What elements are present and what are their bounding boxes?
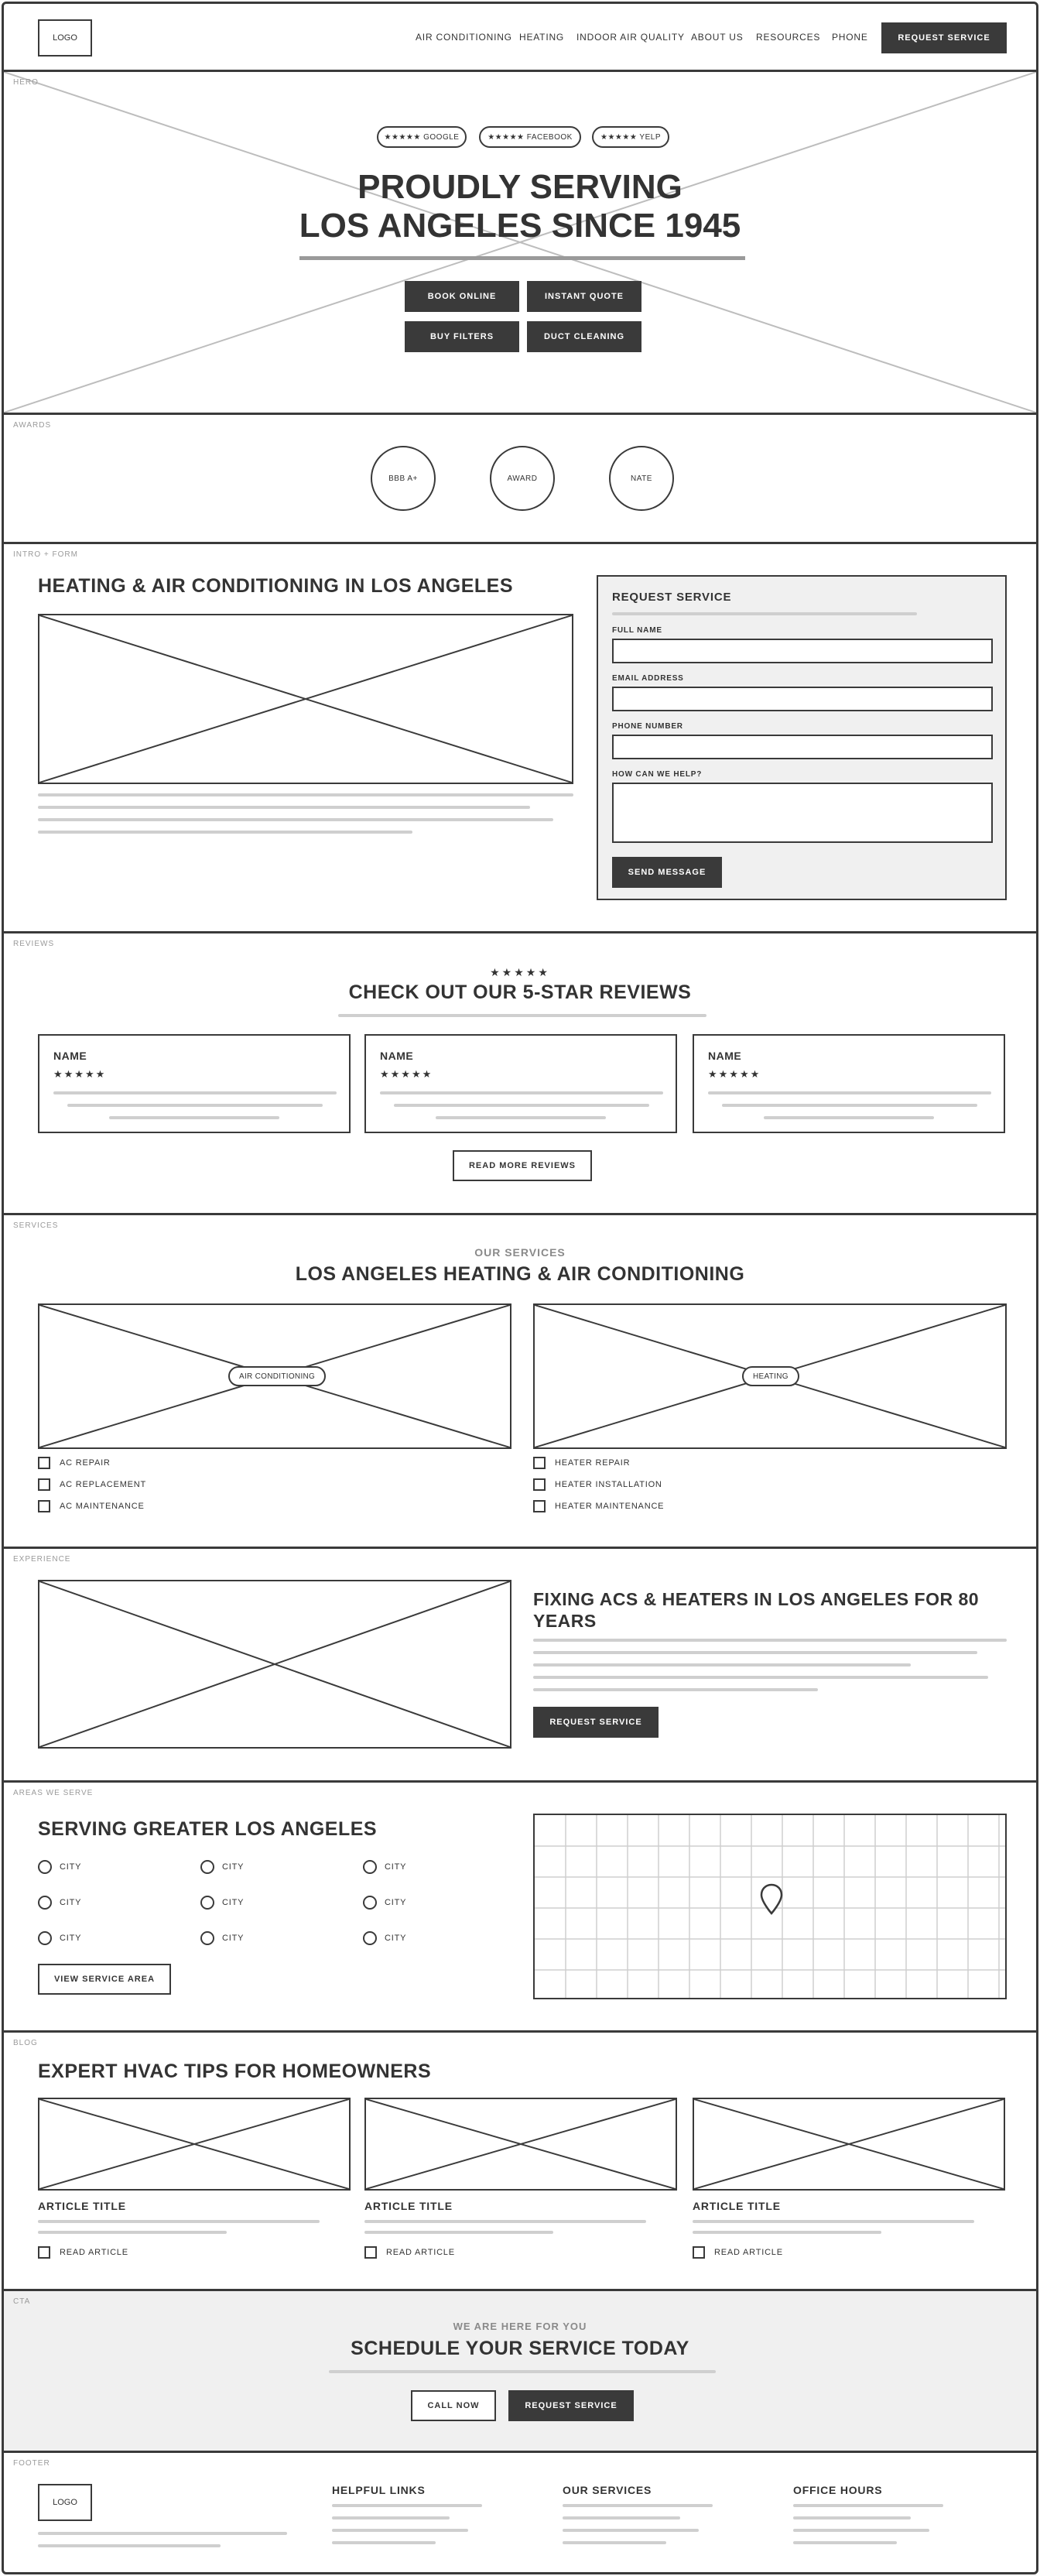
phone-input[interactable]	[612, 735, 993, 759]
review-text-line	[722, 1104, 977, 1107]
book-online-button[interactable]: BOOK ONLINE	[405, 281, 519, 312]
services-eyebrow: OUR SERVICES	[474, 1246, 566, 1259]
nav-resources[interactable]: RESOURCES	[756, 32, 821, 43]
send-message-button[interactable]: SEND MESSAGE	[612, 857, 722, 888]
city-label[interactable]: CITY	[222, 1898, 245, 1907]
footer-logo[interactable]	[38, 2484, 92, 2521]
areas-section	[4, 1783, 1036, 2033]
hero-section-label: HERO	[13, 78, 39, 87]
city-label[interactable]: CITY	[385, 1862, 407, 1872]
experience-text-line	[533, 1688, 818, 1691]
review-card	[38, 1034, 351, 1133]
reviews-heading: CHECK OUT OUR 5-STAR REVIEWS	[348, 981, 692, 1003]
city-label[interactable]: CITY	[222, 1862, 245, 1872]
email-label: EMAIL ADDRESS	[612, 674, 684, 683]
review-stars: ★★★★★	[708, 1068, 761, 1080]
city-label[interactable]: CITY	[385, 1934, 407, 1943]
award-generic: AWARD	[490, 446, 555, 511]
city-radio[interactable]	[38, 1860, 52, 1874]
read-article-link[interactable]: READ ARTICLE	[60, 2248, 128, 2257]
awards-section	[4, 415, 1036, 544]
reviewer-name: NAME	[708, 1050, 742, 1062]
reviews-section-label: REVIEWS	[13, 940, 55, 948]
cta-section-label: CTA	[13, 2297, 31, 2306]
city-label[interactable]: CITY	[385, 1898, 407, 1907]
experience-heading-underline	[533, 1639, 1007, 1642]
phone-label: PHONE NUMBER	[612, 722, 683, 731]
footer-office-hours-heading: OFFICE HOURS	[793, 2484, 883, 2496]
view-service-area-button[interactable]: VIEW SERVICE AREA	[38, 1964, 171, 1995]
wireframe-page	[2, 2, 1038, 2574]
services-section	[4, 1215, 1036, 1549]
article-title[interactable]: ARTICLE TITLE	[38, 2200, 126, 2212]
city-radio[interactable]	[38, 1931, 52, 1945]
award-bbb: BBB A+	[371, 446, 436, 511]
city-radio[interactable]	[200, 1931, 214, 1945]
review-text-line	[109, 1116, 279, 1119]
cta-eyebrow: WE ARE HERE FOR YOU	[453, 2321, 587, 2332]
ac-replacement-checkbox[interactable]	[38, 1478, 50, 1491]
experience-section	[4, 1549, 1036, 1783]
heater-installation-checkbox[interactable]	[533, 1478, 546, 1491]
ac-maintenance-checkbox[interactable]	[38, 1500, 50, 1512]
heating-service-image-placeholder	[533, 1303, 1007, 1449]
ac-repair-label[interactable]: AC REPAIR	[60, 1458, 111, 1468]
review-card	[364, 1034, 677, 1133]
areas-heading: SERVING GREATER LOS ANGELES	[38, 1818, 378, 1840]
areas-section-label: AREAS WE SERVE	[13, 1789, 94, 1797]
footer-hours-line	[793, 2529, 929, 2532]
blog-heading: EXPERT HVAC TIPS FOR HOMEOWNERS	[38, 2060, 432, 2082]
review-text-line	[436, 1116, 606, 1119]
experience-section-label: EXPERIENCE	[13, 1555, 71, 1564]
read-article-link[interactable]: READ ARTICLE	[386, 2248, 455, 2257]
help-label: HOW CAN WE HELP?	[612, 770, 703, 779]
reviewer-name: NAME	[53, 1050, 87, 1062]
service-area-map[interactable]	[533, 1814, 1007, 1999]
city-radio[interactable]	[363, 1931, 377, 1945]
footer-link[interactable]	[332, 2529, 468, 2532]
reviewer-name: NAME	[380, 1050, 414, 1062]
badge-google: ★★★★★ GOOGLE	[377, 126, 467, 148]
intro-text-line	[38, 818, 553, 821]
full-name-input[interactable]	[612, 639, 993, 663]
article-excerpt-line	[364, 2220, 646, 2223]
footer-link[interactable]	[563, 2504, 713, 2507]
heater-repair-label[interactable]: HEATER REPAIR	[555, 1458, 631, 1468]
hero-title-line-1: PROUDLY SERVING	[358, 168, 682, 206]
city-radio[interactable]	[200, 1860, 214, 1874]
review-text-line	[380, 1091, 663, 1094]
call-now-button[interactable]: CALL NOW	[411, 2390, 496, 2421]
heating-service-tag[interactable]: HEATING	[742, 1366, 799, 1386]
city-label[interactable]: CITY	[222, 1934, 245, 1943]
badge-facebook: ★★★★★ FACEBOOK	[479, 126, 581, 148]
intro-heading: HEATING & AIR CONDITIONING IN LOS ANGELES	[38, 575, 514, 597]
intro-section-label: INTRO + FORM	[13, 550, 78, 559]
article-title[interactable]: ARTICLE TITLE	[364, 2200, 453, 2212]
cta-request-service-button[interactable]: REQUEST SERVICE	[508, 2390, 634, 2421]
footer-helpful-links-heading: HELPFUL LINKS	[332, 2484, 426, 2496]
review-text-line	[67, 1104, 323, 1107]
footer-link[interactable]	[332, 2504, 482, 2507]
footer-hours-line	[793, 2541, 897, 2544]
footer-our-services-heading: OUR SERVICES	[563, 2484, 652, 2496]
form-title: REQUEST SERVICE	[612, 591, 732, 604]
heater-installation-label[interactable]: HEATER INSTALLATION	[555, 1480, 662, 1489]
footer-link[interactable]	[563, 2529, 699, 2532]
cta-heading-underline	[329, 2370, 716, 2373]
footer-hours-line	[793, 2516, 911, 2519]
buy-filters-button[interactable]: BUY FILTERS	[405, 321, 519, 352]
intro-text-line	[38, 793, 573, 796]
footer-link[interactable]	[563, 2541, 666, 2544]
hero-title-line-2: LOS ANGELES SINCE 1945	[299, 207, 741, 245]
blog-section	[4, 2033, 1036, 2291]
city-radio[interactable]	[200, 1896, 214, 1910]
nav-heating[interactable]: HEATING	[519, 32, 565, 43]
city-radio[interactable]	[38, 1896, 52, 1910]
city-radio[interactable]	[363, 1896, 377, 1910]
services-heading: LOS ANGELES HEATING & AIR CONDITIONING	[295, 1263, 745, 1285]
reviews-heading-underline	[338, 1014, 706, 1017]
review-stars: ★★★★★	[380, 1068, 433, 1080]
review-text-line	[394, 1104, 649, 1107]
experience-text-line	[533, 1651, 977, 1654]
awards-section-label: AWARDS	[13, 421, 52, 430]
blog-section-label: BLOG	[13, 2039, 38, 2047]
city-radio[interactable]	[363, 1860, 377, 1874]
map-pin-icon	[759, 1883, 784, 1916]
services-section-label: SERVICES	[13, 1221, 59, 1230]
footer-link[interactable]	[332, 2516, 450, 2519]
footer-link[interactable]	[332, 2541, 436, 2544]
experience-heading-line-1: FIXING ACS & HEATERS IN LOS ANGELES FOR 80	[533, 1589, 980, 1609]
article-excerpt-line	[693, 2231, 881, 2234]
footer-link[interactable]	[563, 2516, 680, 2519]
article-excerpt-line	[38, 2231, 227, 2234]
badge-yelp: ★★★★★ YELP	[592, 126, 669, 148]
heater-maintenance-label[interactable]: HEATER MAINTENANCE	[555, 1502, 665, 1511]
experience-request-service-button[interactable]: REQUEST SERVICE	[533, 1707, 659, 1738]
footer-text-line	[38, 2544, 221, 2547]
article-excerpt-line	[38, 2220, 320, 2223]
city-label[interactable]: CITY	[60, 1898, 82, 1907]
read-article-checkbox[interactable]	[364, 2246, 377, 2259]
footer-hours-line	[793, 2504, 943, 2507]
read-more-reviews-button[interactable]: READ MORE REVIEWS	[453, 1150, 592, 1181]
heater-maintenance-checkbox[interactable]	[533, 1500, 546, 1512]
hero-title-underline	[299, 256, 745, 260]
nav-indoor-air-quality[interactable]: INDOOR AIR QUALITY	[576, 32, 685, 43]
review-text-line	[53, 1091, 337, 1094]
instant-quote-button[interactable]: INSTANT QUOTE	[527, 281, 641, 312]
nav-about-us[interactable]: ABOUT US	[691, 32, 744, 43]
site-header	[4, 4, 1036, 72]
nav-air-conditioning[interactable]: AIR CONDITIONING	[416, 32, 512, 43]
review-text-line	[708, 1091, 991, 1094]
experience-text-line	[533, 1663, 911, 1667]
article-image-placeholder[interactable]	[693, 2098, 1005, 2191]
award-nate: NATE	[609, 446, 674, 511]
email-input[interactable]	[612, 687, 993, 711]
review-stars: ★★★★★	[53, 1068, 107, 1080]
read-article-checkbox[interactable]	[693, 2246, 705, 2259]
review-card	[693, 1034, 1005, 1133]
reviews-stars: ★★★★★	[490, 966, 550, 978]
full-name-label: FULL NAME	[612, 626, 662, 635]
site-footer	[4, 2453, 1036, 2574]
experience-text-line	[533, 1676, 988, 1679]
experience-image-placeholder	[38, 1580, 511, 1749]
cta-heading: SCHEDULE YOUR SERVICE TODAY	[351, 2338, 689, 2359]
request-service-form	[597, 575, 1007, 900]
ac-service-tag[interactable]: AIR CONDITIONING	[228, 1366, 326, 1386]
ac-replacement-label[interactable]: AC REPLACEMENT	[60, 1480, 147, 1489]
help-textarea[interactable]	[612, 783, 993, 843]
nav-phone[interactable]: PHONE	[832, 32, 868, 43]
footer-logo-text: LOGO	[53, 2498, 77, 2507]
ac-repair-checkbox[interactable]	[38, 1457, 50, 1469]
ac-maintenance-label[interactable]: AC MAINTENANCE	[60, 1502, 145, 1511]
reviews-section	[4, 933, 1036, 1215]
hero-section	[4, 72, 1036, 415]
heater-repair-checkbox[interactable]	[533, 1457, 546, 1469]
cta-section	[4, 2291, 1036, 2453]
review-text-line	[764, 1116, 934, 1119]
intro-form-section	[4, 544, 1036, 933]
read-article-checkbox[interactable]	[38, 2246, 50, 2259]
intro-text-line	[38, 831, 412, 834]
intro-text-line	[38, 806, 530, 809]
city-label[interactable]: CITY	[60, 1934, 82, 1943]
article-image-placeholder[interactable]	[38, 2098, 351, 2191]
article-excerpt-line	[364, 2231, 553, 2234]
experience-heading-line-2: YEARS	[533, 1611, 597, 1631]
read-article-link[interactable]: READ ARTICLE	[714, 2248, 783, 2257]
duct-cleaning-button[interactable]: DUCT CLEANING	[527, 321, 641, 352]
form-title-underline	[612, 612, 917, 615]
footer-text-line	[38, 2532, 287, 2535]
article-image-placeholder[interactable]	[364, 2098, 677, 2191]
city-label[interactable]: CITY	[60, 1862, 82, 1872]
ac-service-image-placeholder	[38, 1303, 511, 1449]
footer-section-label: FOOTER	[13, 2459, 50, 2468]
header-logo-text: LOGO	[53, 33, 77, 43]
intro-image-placeholder	[38, 614, 573, 784]
article-excerpt-line	[693, 2220, 974, 2223]
article-title[interactable]: ARTICLE TITLE	[693, 2200, 781, 2212]
header-request-service-button[interactable]: REQUEST SERVICE	[881, 22, 1007, 53]
header-logo[interactable]	[38, 19, 92, 57]
